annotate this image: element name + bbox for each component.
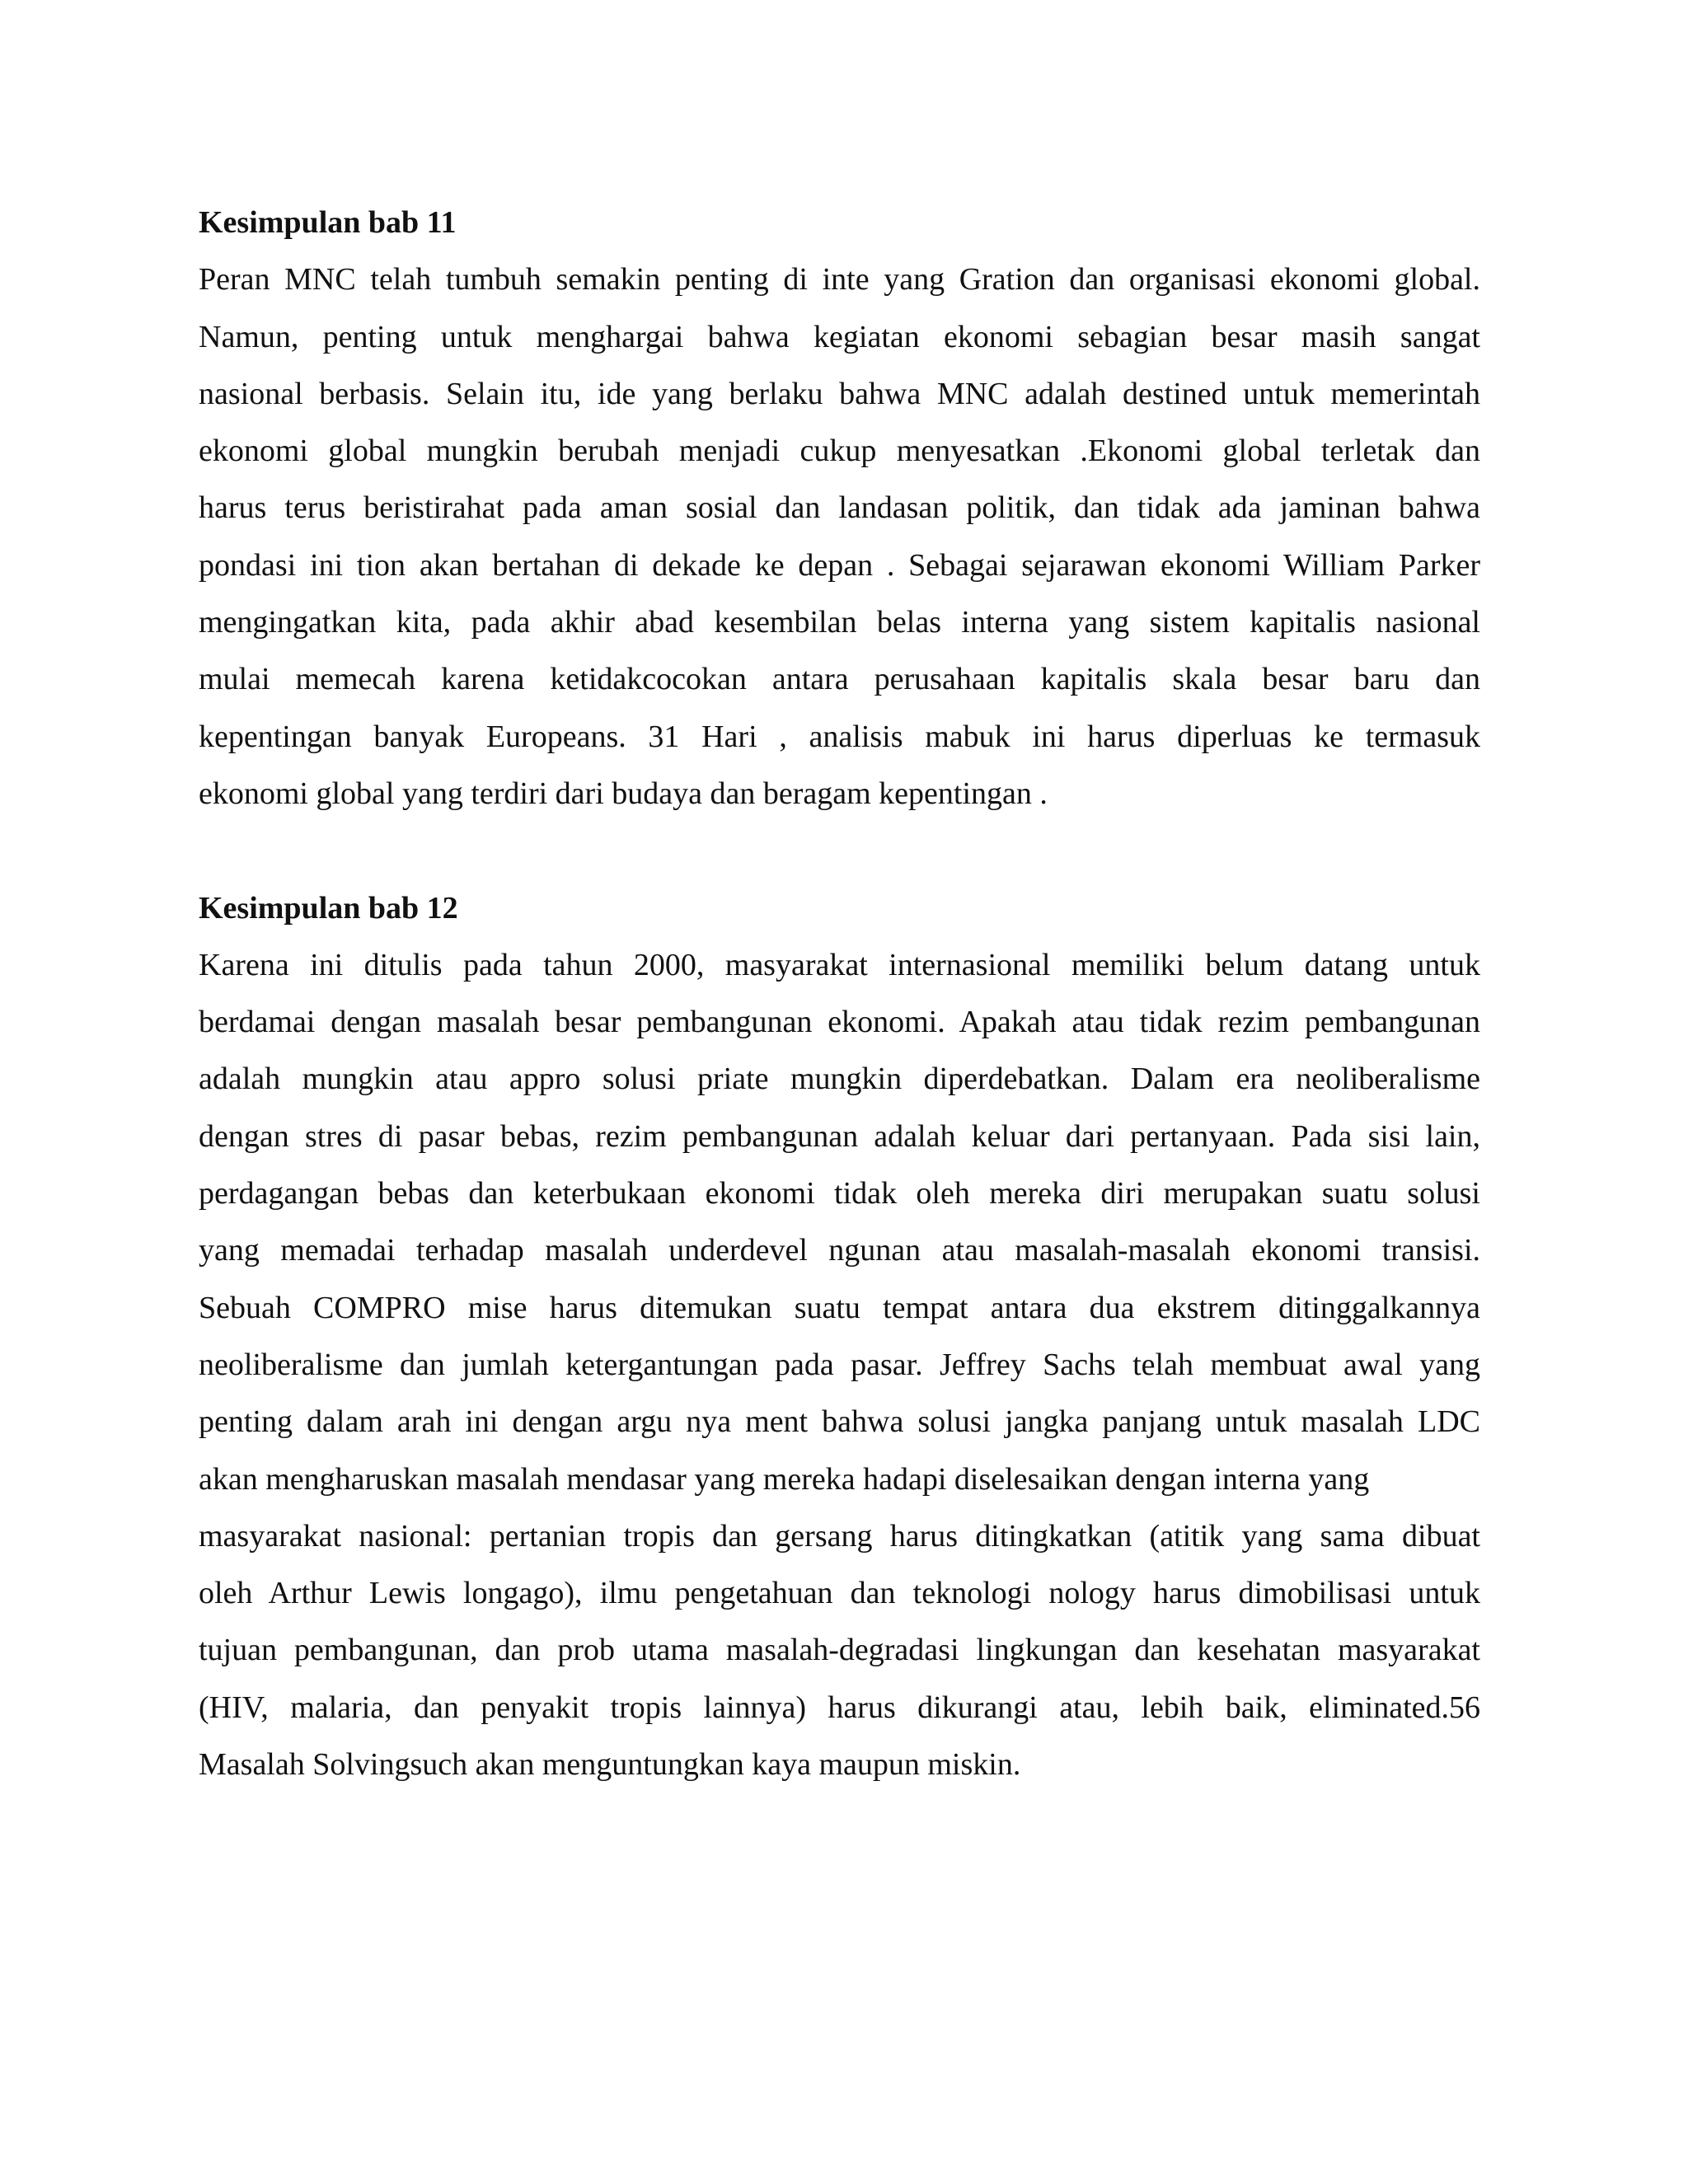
- paragraph-line: pondasi ini tion akan bertahan di dekade ke depan . Sebagai sejarawan ekonomi William Parker: [199, 547, 1480, 583]
- paragraph-line: mengingatkan kita, pada akhir abad kesembilan belas interna yang sistem kapitalis nasional: [199, 605, 1480, 640]
- paragraph-line: ekonomi global mungkin berubah menjadi cukup menyesatkan .Ekonomi global terletak dan: [199, 434, 1480, 469]
- paragraph-line: penting dalam arah ini dengan argu nya ment bahwa solusi jangka panjang untuk masalah LDC: [199, 1404, 1480, 1440]
- paragraph-line: tujuan pembangunan, dan prob utama masalah-degradasi lingkungan dan kesehatan masyarakat: [199, 1633, 1480, 1668]
- paragraph-line: adalah mungkin atau appro solusi priate mungkin diperdebatkan. Dalam era neoliberalisme: [199, 1062, 1480, 1097]
- paragraph-line: Namun, penting untuk menghargai bahwa kegiatan ekonomi sebagian besar masih sangat: [199, 319, 1480, 354]
- paragraph-line: mulai memecah karena ketidakcocokan antara perusahaan kapitalis skala besar baru dan: [199, 662, 1480, 697]
- paragraph-line: akan mengharuskan masalah mendasar yang mereka hadapi diselesaikan dengan interna yang: [199, 1461, 1370, 1497]
- paragraph-line: nasional berbasis. Selain itu, ide yang berlaku bahwa MNC adalah destined untuk memerintah: [199, 376, 1480, 411]
- document-content: [199, 194, 1480, 1793]
- paragraph-line: Masalah Solvingsuch akan menguntungkan kaya maupun miskin.: [199, 1747, 1021, 1783]
- section-paragraph: [199, 937, 1480, 1793]
- paragraph-line: Karena ini ditulis pada tahun 2000, masyarakat internasional memiliki belum datang untuk: [199, 947, 1480, 982]
- paragraph-line: harus terus beristirahat pada aman sosial dan landasan politik, dan tidak ada jaminan bahwa: [199, 490, 1480, 526]
- paragraph-line: dengan stres di pasar bebas, rezim pembangunan adalah keluar dari pertanyaan. Pada sisi lain,: [199, 1118, 1480, 1154]
- paragraph-line: ekonomi global yang terdiri dari budaya dan beragam kepentingan .: [199, 776, 1048, 811]
- paragraph-line: yang memadai terhadap masalah underdevel ngunan atau masalah-masalah ekonomi transisi.: [199, 1233, 1480, 1268]
- paragraph-line: Sebuah COMPRO mise harus ditemukan suatu tempat antara dua ekstrem ditinggalkannya: [199, 1290, 1480, 1325]
- paragraph-line: Peran MNC telah tumbuh semakin penting di inte yang Gration dan organisasi ekonomi global.: [199, 262, 1480, 298]
- paragraph-line: kepentingan banyak Europeans. 31 Hari , analisis mabuk ini harus diperluas ke termasuk: [199, 719, 1480, 754]
- paragraph-line: neoliberalisme dan jumlah ketergantungan pada pasar. Jeffrey Sachs telah membuat awal yang: [199, 1347, 1480, 1382]
- section-bab-12: [199, 880, 1480, 1794]
- paragraph-line: masyarakat nasional: pertanian tropis dan gersang harus ditingkatkan (atitik yang sama dibuat: [199, 1518, 1480, 1554]
- section-heading: Kesimpulan bab 12: [199, 890, 458, 926]
- section-heading: Kesimpulan bab 11: [199, 205, 457, 240]
- paragraph-line: oleh Arthur Lewis longago), ilmu pengetahuan dan teknologi nology harus dimobilisasi untuk: [199, 1576, 1480, 1611]
- paragraph-line: berdamai dengan masalah besar pembangunan ekonomi. Apakah atau tidak rezim pembangunan: [199, 1005, 1480, 1040]
- paragraph-line: (HIV, malaria, dan penyakit tropis lainnya) harus dikurangi atau, lebih baik, eliminated.56: [199, 1690, 1480, 1725]
- section-bab-11: [199, 194, 1480, 823]
- section-paragraph: [199, 251, 1480, 823]
- paragraph-line: perdagangan bebas dan keterbukaan ekonomi tidak oleh mereka diri merupakan suatu solusi: [199, 1176, 1480, 1212]
